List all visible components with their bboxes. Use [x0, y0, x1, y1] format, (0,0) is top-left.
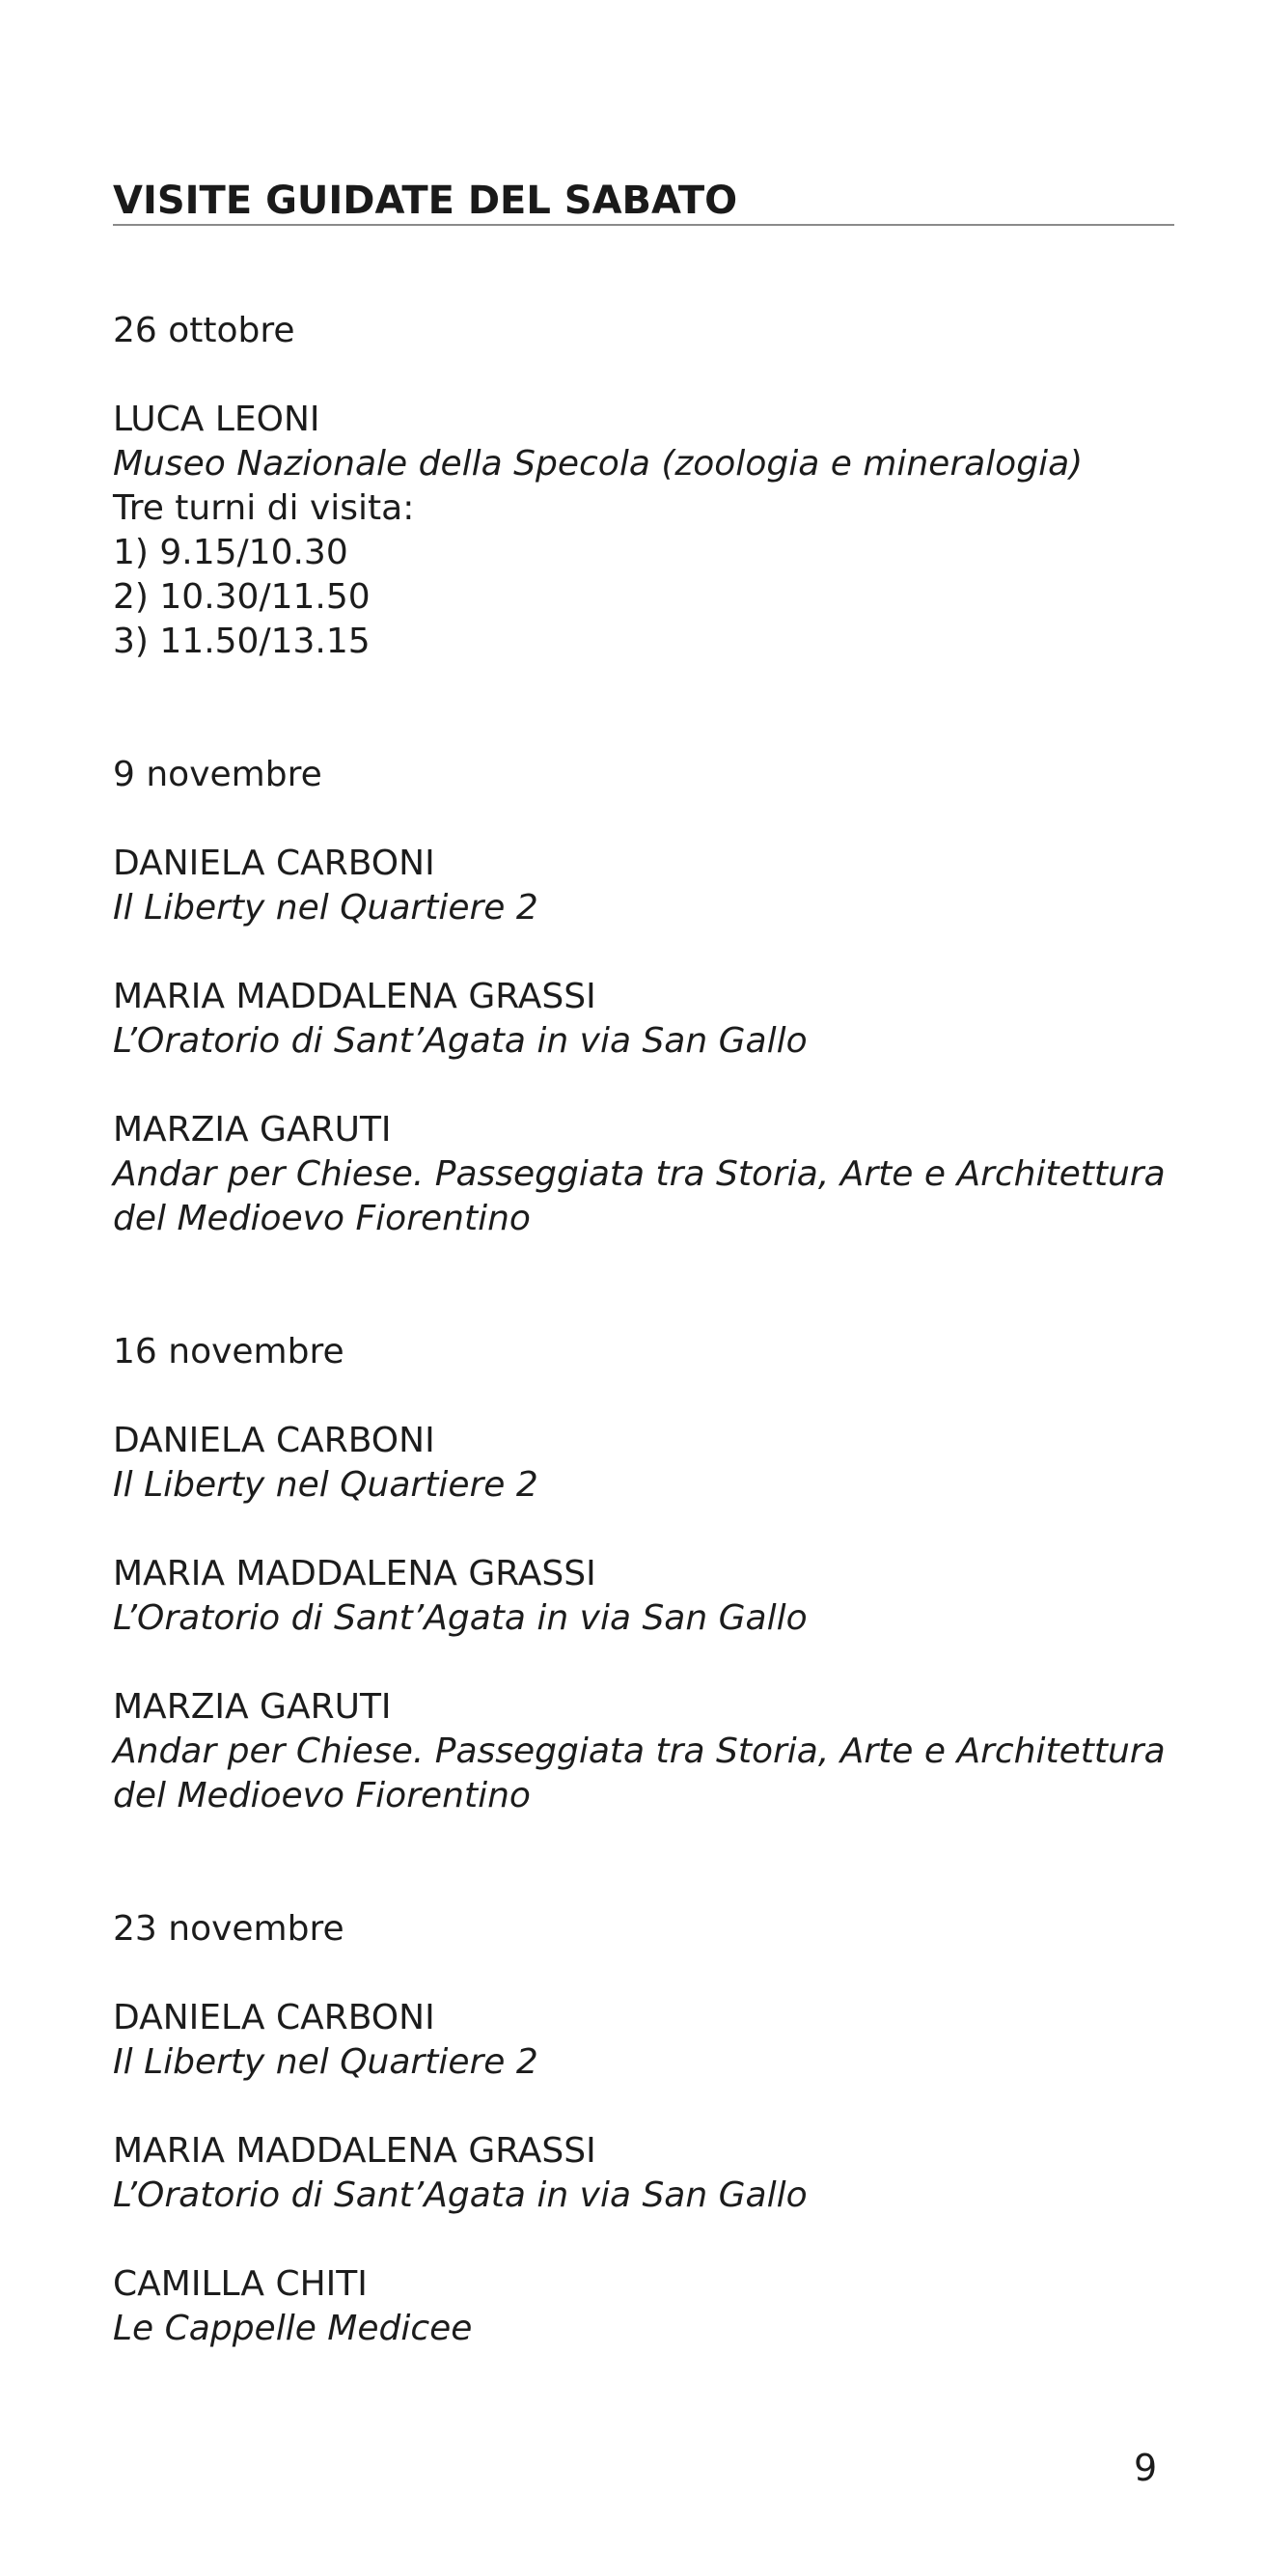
visit-entry	[113, 1108, 1174, 1241]
guide-name: LUCA LEONI	[113, 400, 320, 439]
title-underline-rule	[113, 224, 1174, 226]
day-date: 16 novembre	[113, 1332, 344, 1371]
day-date: 23 novembre	[113, 1909, 344, 1949]
guide-name: MARIA MADDALENA GRASSI	[113, 1554, 596, 1593]
day-date: 26 ottobre	[113, 311, 295, 350]
guide-name: MARIA MADDALENA GRASSI	[113, 2131, 596, 2171]
page-title: VISITE GUIDATE DEL SABATO	[113, 179, 738, 223]
visit-entry	[113, 1685, 1174, 1818]
page-number: 9	[1134, 2447, 1158, 2489]
time-slot: 2) 10.30/11.50	[113, 577, 371, 617]
visit-title: L’Oratorio di Sant’Agata in via San Gallo	[113, 1021, 808, 1061]
visit-title: L’Oratorio di Sant’Agata in via San Gallo	[113, 2175, 808, 2215]
visit-entry	[113, 2262, 1174, 2351]
visit-title: Il Liberty nel Quartiere 2	[113, 2042, 538, 2082]
day-section	[113, 1330, 1174, 1818]
visit-title: Il Liberty nel Quartiere 2	[113, 1465, 538, 1505]
visit-entry	[113, 398, 1174, 664]
visit-entry	[113, 1996, 1174, 2085]
time-slot: 1) 9.15/10.30	[113, 533, 348, 572]
visit-title: Museo Nazionale della Specola (zoologia e mineralogia)	[113, 444, 1084, 484]
guide-name: MARZIA GARUTI	[113, 1110, 392, 1150]
day-section	[113, 1907, 1174, 2351]
guide-name: MARIA MADDALENA GRASSI	[113, 977, 596, 1016]
visit-entry	[113, 1419, 1174, 1508]
visit-entry	[113, 975, 1174, 1064]
day-section	[113, 753, 1174, 1241]
visit-title: Il Liberty nel Quartiere 2	[113, 888, 538, 928]
guide-name: DANIELA CARBONI	[113, 1998, 435, 2037]
visit-note: Tre turni di visita:	[113, 488, 415, 528]
visit-entry	[113, 1552, 1174, 1641]
day-date: 9 novembre	[113, 755, 322, 794]
visit-title: Le Cappelle Medicee	[113, 2309, 473, 2348]
guide-name: DANIELA CARBONI	[113, 844, 435, 883]
visit-title: Andar per Chiese. Passeggiata tra Storia, Arte e Architettura del Medioevo Fiorentino	[113, 1731, 1166, 1815]
visit-title: Andar per Chiese. Passeggiata tra Storia, Arte e Architettura del Medioevo Fiorentino	[113, 1154, 1166, 1238]
visit-entry	[113, 2129, 1174, 2218]
visit-title: L’Oratorio di Sant’Agata in via San Gallo	[113, 1598, 808, 1638]
guide-name: DANIELA CARBONI	[113, 1421, 435, 1460]
day-section	[113, 309, 1174, 664]
schedule-list	[113, 309, 1174, 2440]
visit-entry	[113, 842, 1174, 930]
guide-name: CAMILLA CHITI	[113, 2264, 368, 2304]
guide-name: MARZIA GARUTI	[113, 1687, 392, 1727]
time-slot: 3) 11.50/13.15	[113, 622, 371, 661]
